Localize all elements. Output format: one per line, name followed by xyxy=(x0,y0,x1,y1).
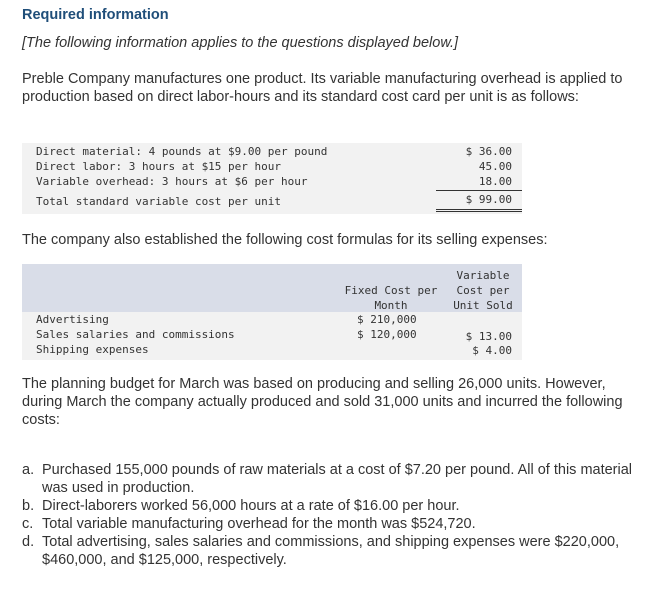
row-shipping-variable: $ 4.00 xyxy=(472,344,512,357)
list-marker: c. xyxy=(22,516,34,532)
std-row-material-amount: $ 36.00 xyxy=(465,145,512,158)
list-item-text: Total advertising, sales salaries and commissions, and shipping expenses were $220,000, $460,000, and $125,000, respectively. xyxy=(42,534,620,568)
std-row-material-label: Direct material: 4 pounds at $9.00 per pound xyxy=(36,145,328,158)
intro-paragraph: Preble Company manufactures one product. Its variable manufacturing overhead is applied to production based on direct labor-hours and its standard cost card per unit is as follows: xyxy=(22,71,623,105)
actual-costs-list xyxy=(22,461,642,569)
list-marker: b. xyxy=(22,498,35,514)
info-note: [The following information applies to the questions displayed below.] xyxy=(22,35,459,51)
header-fixed-line2: Month xyxy=(374,299,408,312)
standard-cost-table xyxy=(22,143,522,214)
subtotal-rule xyxy=(436,190,522,191)
list-item xyxy=(22,515,642,533)
row-sales-salaries-variable: $ 13.00 xyxy=(465,330,512,343)
std-row-labor-amount: 45.00 xyxy=(478,160,512,173)
std-total-label: Total standard variable cost per unit xyxy=(36,195,282,208)
section-heading: Required information xyxy=(22,7,169,23)
list-item xyxy=(22,497,642,515)
selling-table-header xyxy=(22,264,522,312)
std-row-labor-label: Direct labor: 3 hours at $15 per hour xyxy=(36,160,282,173)
list-marker: a. xyxy=(22,462,35,478)
row-shipping-label: Shipping expenses xyxy=(36,343,149,356)
list-item-text: Purchased 155,000 pounds of raw materials at a cost of $7.20 per pound. All of this material was used in production. xyxy=(42,462,633,496)
row-advertising-fixed: $ 210,000 xyxy=(357,313,417,326)
selling-intro: The company also established the following cost formulas for its selling expenses: xyxy=(22,232,548,248)
header-variable-line1: Variable xyxy=(456,269,510,282)
header-fixed-line1: Fixed Cost per xyxy=(344,284,438,297)
header-fixed-cost xyxy=(339,283,443,313)
header-variable-cost xyxy=(447,268,519,313)
list-item-text: Direct-laborers worked 56,000 hours at a rate of $16.00 per hour. xyxy=(42,498,460,514)
row-sales-salaries-label: Sales salaries and commissions xyxy=(36,328,235,341)
list-marker: d. xyxy=(22,534,35,550)
planning-paragraph: The planning budget for March was based on producing and selling 26,000 units. However, during March the company actually produced and sold 31,000 units and incurred the following costs: xyxy=(22,376,623,428)
row-sales-salaries-fixed: $ 120,000 xyxy=(357,328,417,341)
selling-table-body xyxy=(22,312,522,360)
selling-expense-table xyxy=(22,264,522,360)
list-item xyxy=(22,461,642,497)
header-variable-line3: Unit Sold xyxy=(453,299,513,312)
std-row-overhead-amount: 18.00 xyxy=(478,175,512,188)
std-row-overhead-label: Variable overhead: 3 hours at $6 per hour xyxy=(36,175,308,188)
header-variable-line2: Cost per xyxy=(456,284,510,297)
total-double-rule xyxy=(436,209,522,212)
std-total-amount: $ 99.00 xyxy=(465,193,512,206)
list-item-text: Total variable manufacturing overhead for the month was $524,720. xyxy=(42,516,476,532)
list-item xyxy=(22,533,642,569)
row-advertising-label: Advertising xyxy=(36,313,109,326)
